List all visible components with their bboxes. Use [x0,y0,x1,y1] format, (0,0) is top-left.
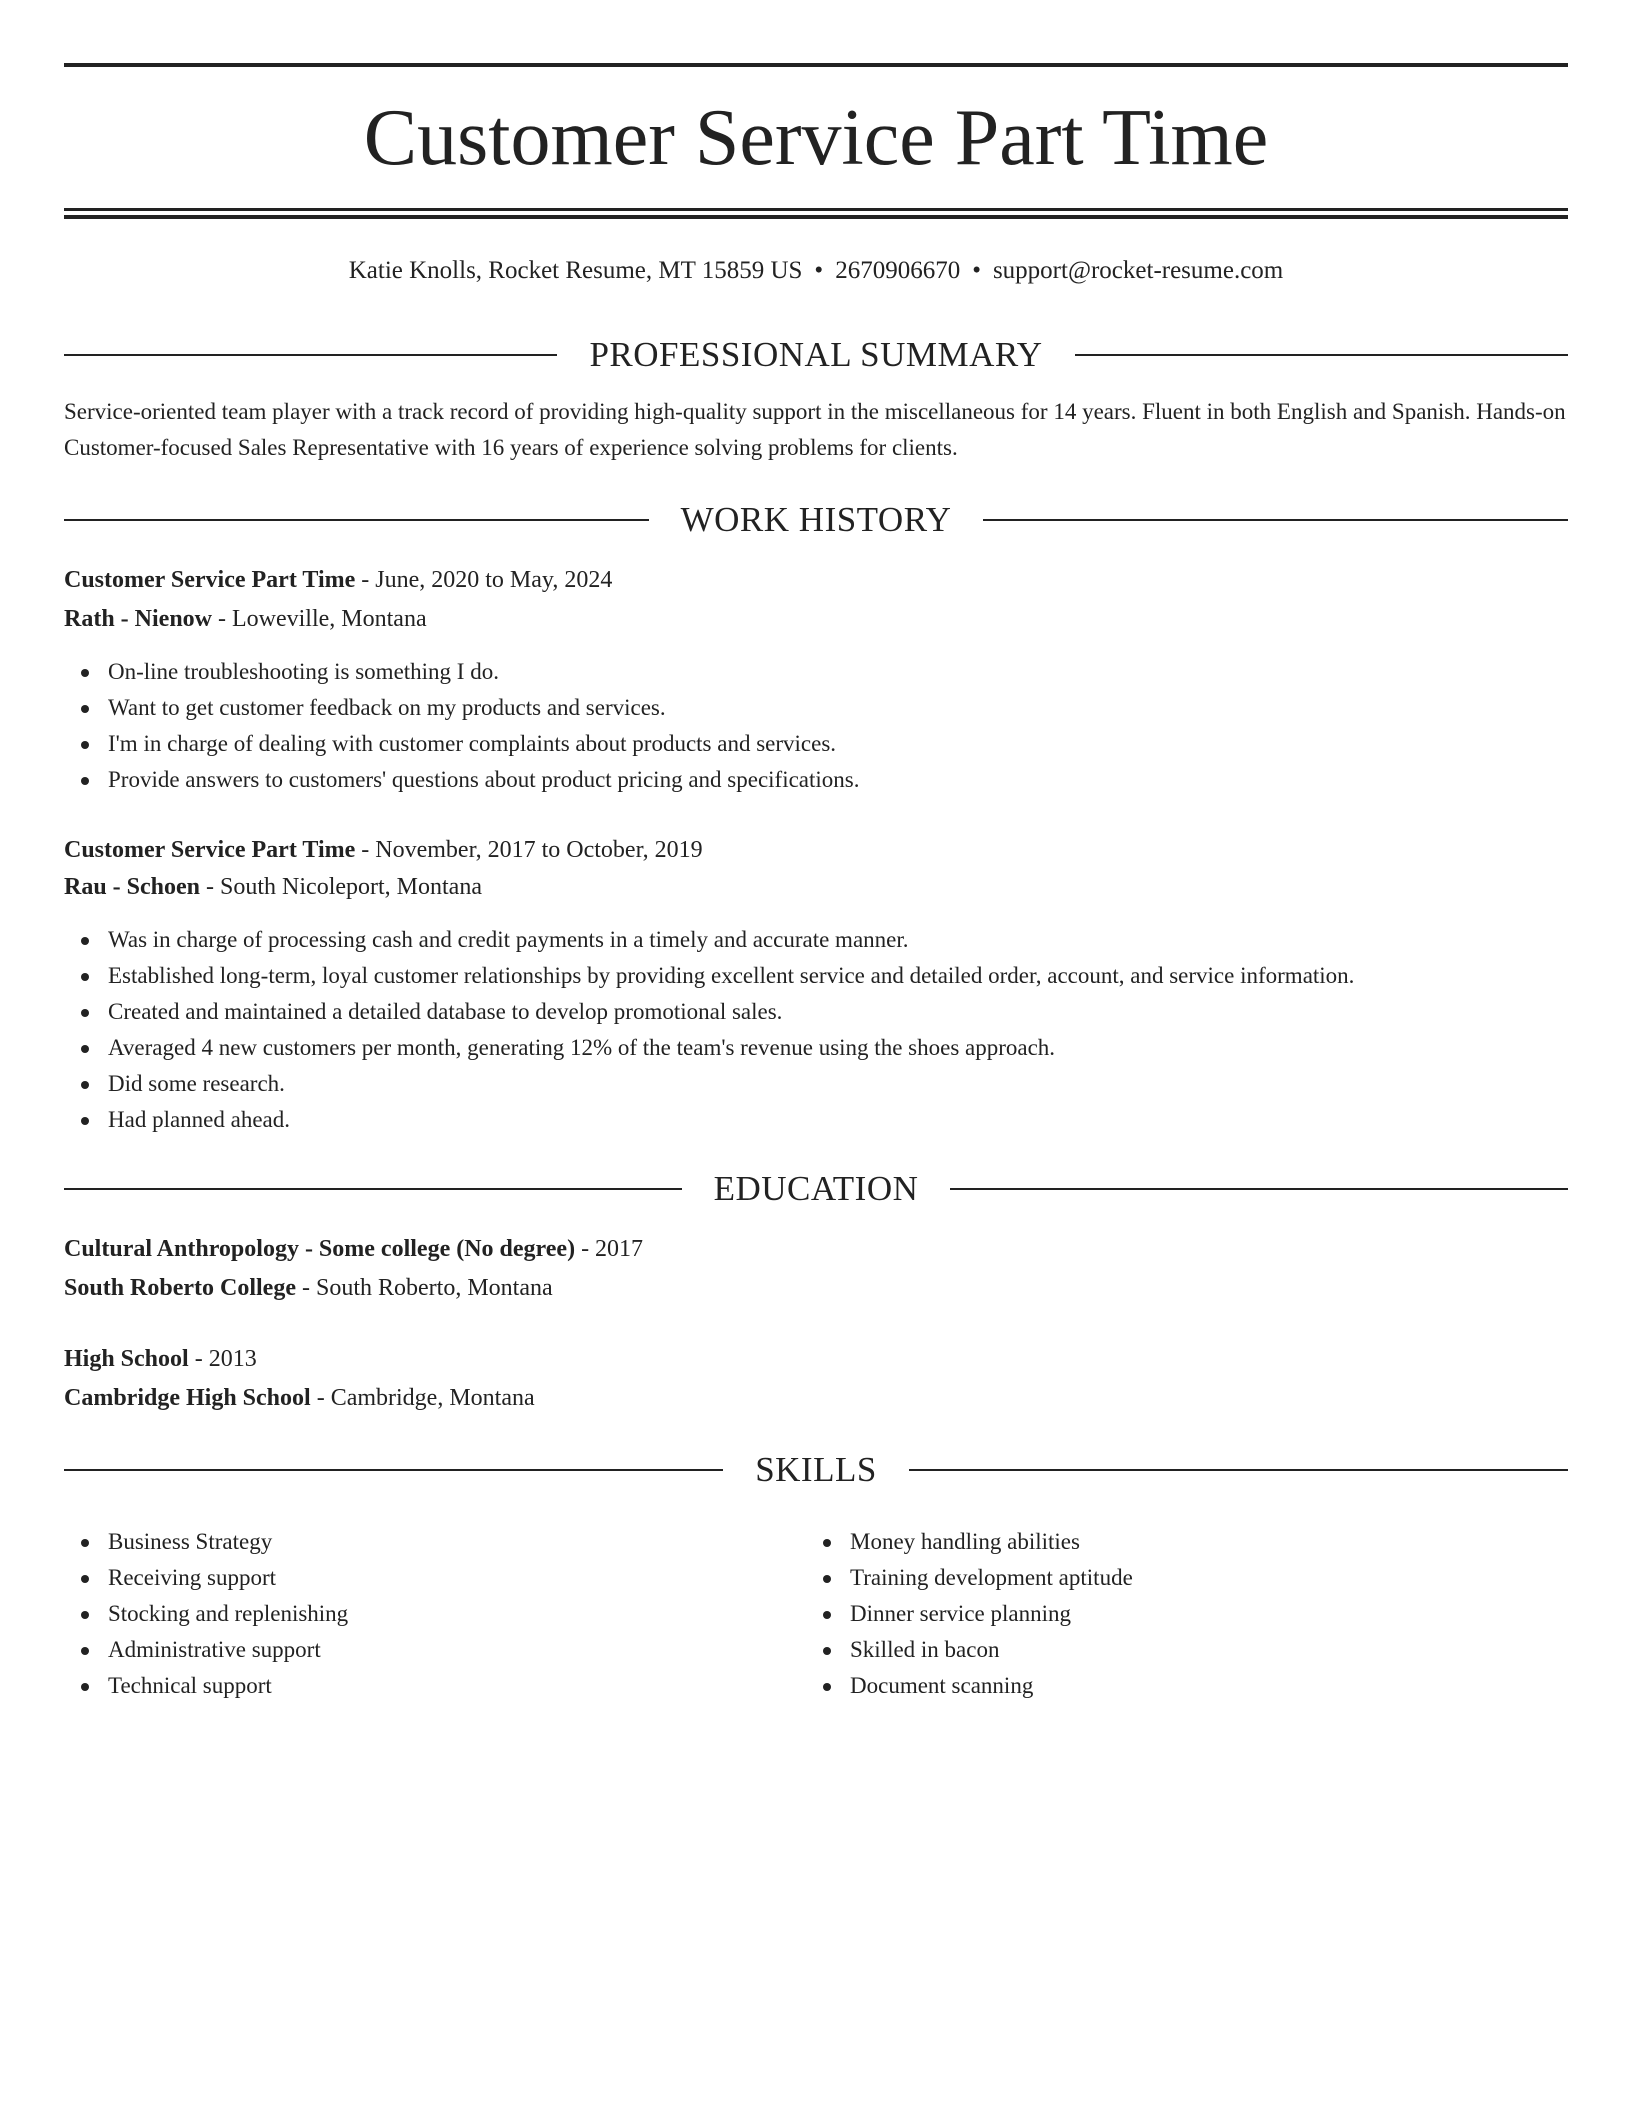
heading-rule-right [950,1188,1568,1190]
heading-rule-right [983,519,1568,521]
summary-text: Service-oriented team player with a track record of providing high-quality support in the miscellaneous for 14 years. Fluent in both English and Spanish. Hands-on Customer-focused Sales Representative with 16 years of experience solving problems for clients. [64,399,1566,460]
skills-list-right [806,1524,1133,1704]
skill-item: Technical support [64,1668,348,1704]
education-school: South Roberto College [64,1275,296,1301]
heading-rule-left [64,354,557,356]
education-location: - Cambridge, Montana [310,1385,535,1411]
job-employer: Rath - Nienow [64,606,212,632]
list-item: Created and maintained a detailed database to develop promotional sales. [64,994,1354,1030]
resume-title: Customer Service Part Time [363,94,1269,182]
list-item: Established long-term, loyal customer relationships by providing excellent service and detailed order, account, and service information. [64,958,1354,994]
section-heading-skills [64,1448,1568,1492]
job-title: Customer Service Part Time [64,567,356,593]
education-school-line [64,1380,1568,1416]
list-item: Provide answers to customers' questions about product pricing and specifications. [64,762,860,798]
contact-address: Katie Knolls, Rocket Resume, MT 15859 US [348,257,803,284]
section-heading-label: PROFESSIONAL SUMMARY [589,335,1043,374]
education-year: - 2013 [188,1346,257,1372]
job-employer-line [64,601,1568,637]
education-degree: Cultural Anthropology - Some college (No degree) [64,1236,576,1262]
contact-email: support@rocket-resume.com [992,257,1284,284]
list-item: Did some research. [64,1066,1354,1102]
skill-item: Business Strategy [64,1524,348,1560]
heading-rule-right [909,1469,1568,1471]
job-employer-line [64,869,1568,905]
job-location: - South Nicoleport, Montana [200,874,482,900]
section-heading-label: EDUCATION [713,1169,919,1208]
skill-item: Dinner service planning [806,1596,1133,1632]
list-item: Want to get customer feedback on my products and services. [64,690,860,726]
skill-item: Receiving support [64,1560,348,1596]
skill-item: Stocking and replenishing [64,1596,348,1632]
heading-rule-left [64,519,649,521]
education-year: - 2017 [575,1236,644,1262]
job-title: Customer Service Part Time [64,837,356,863]
list-item: Had planned ahead. [64,1102,1354,1138]
heading-rule-left [64,1188,682,1190]
contact-phone: 2670906670 [835,257,961,284]
list-item: I'm in charge of dealing with customer complaints about products and services. [64,726,860,762]
skill-item: Skilled in bacon [806,1632,1133,1668]
skill-item: Administrative support [64,1632,348,1668]
section-heading-label: WORK HISTORY [680,500,952,539]
section-heading-summary [64,333,1568,377]
job-bullets [64,654,860,798]
contact-separator: • [972,257,981,284]
list-item: On-line troubleshooting is something I do. [64,654,860,690]
job-employer: Rau - Schoen [64,874,201,900]
education-degree-line [64,1341,1568,1377]
job-location: - Loweville, Montana [212,606,427,632]
section-heading-label: SKILLS [755,1450,877,1489]
contact-separator: • [814,257,824,284]
heading-rule-left [64,1469,723,1471]
skills-list-left [64,1524,348,1704]
list-item: Was in charge of processing cash and credit payments in a timely and accurate manner. [64,922,1354,958]
job-dates: - June, 2020 to May, 2024 [355,567,613,593]
education-school: Cambridge High School [64,1385,311,1411]
education-location: - South Roberto, Montana [295,1275,553,1301]
skill-item: Training development aptitude [806,1560,1133,1596]
job-title-line [64,832,1568,868]
education-degree-line [64,1231,1568,1267]
job-title-line [64,562,1568,598]
contact-line [64,254,1568,288]
header-top-rule [64,63,1568,67]
header-bottom-rule-1 [64,208,1568,211]
heading-rule-right [1075,354,1568,356]
job-bullets [64,922,1354,1138]
section-heading-work-history [64,498,1568,542]
header-bottom-rule-2 [64,215,1568,219]
list-item: Averaged 4 new customers per month, generating 12% of the team's revenue using the shoes approach. [64,1030,1354,1066]
skill-item: Money handling abilities [806,1524,1133,1560]
education-school-line [64,1270,1568,1306]
education-degree: High School [64,1346,189,1372]
skill-item: Document scanning [806,1668,1133,1704]
section-heading-education [64,1167,1568,1211]
job-dates: - November, 2017 to October, 2019 [355,837,703,863]
